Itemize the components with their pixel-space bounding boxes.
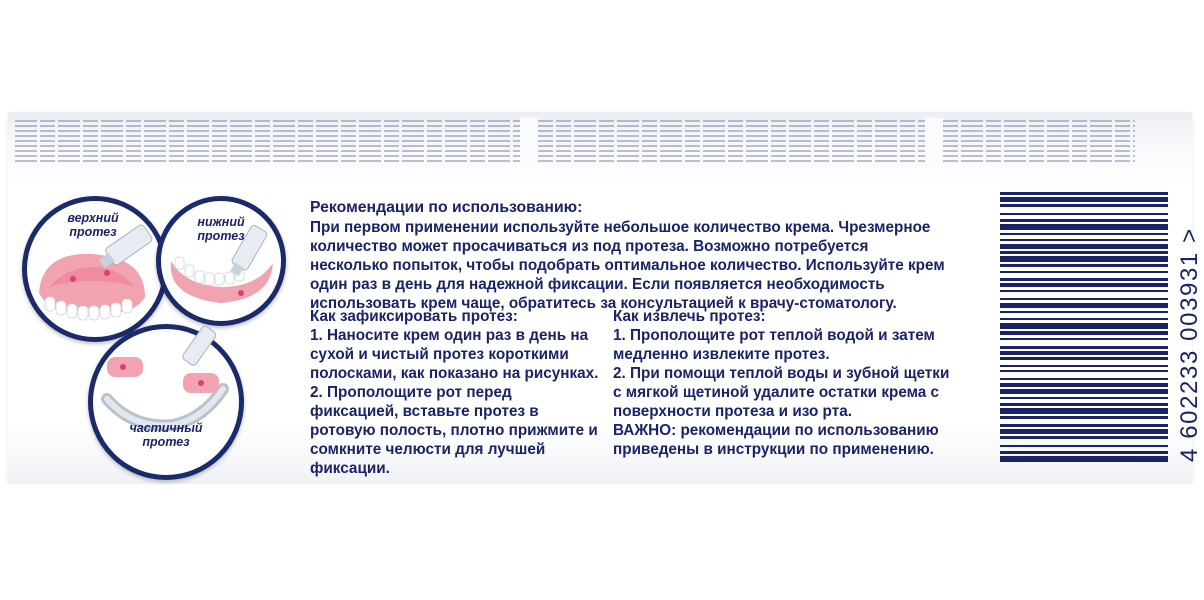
remove-heading: Как извлечь протез: <box>613 308 766 325</box>
barcode-bar <box>1000 192 1168 195</box>
barcode-bar <box>1000 408 1168 414</box>
barcode-bar <box>1000 451 1168 454</box>
barcode-bar <box>1000 403 1168 406</box>
barcode-bar <box>1000 456 1168 462</box>
barcode-bar <box>1000 424 1168 427</box>
remove-line: 1. Прополощите рот теплой водой и затем <box>613 327 935 344</box>
intro-line: один раз в день для надежной фиксации. Если появляется необходимость <box>310 276 885 293</box>
barcode-bar <box>1000 271 1168 273</box>
barcode-bar <box>1000 264 1168 267</box>
barcode-bar <box>1000 318 1168 320</box>
barcode-bar <box>1000 204 1168 207</box>
fix-line: 2. Прополощите рот перед <box>310 384 512 401</box>
fix-line: сухой и чистый протез короткими <box>310 346 569 363</box>
barcode-bar <box>1000 244 1168 249</box>
upper-denture-illustration <box>22 196 168 342</box>
remove-line: поверхности протеза и изо рта. <box>613 403 852 420</box>
barcode-bar <box>1000 378 1168 380</box>
barcode-bar <box>1000 370 1168 372</box>
barcode-bar <box>1000 389 1168 394</box>
barcode-bar <box>1000 278 1168 281</box>
barcode-bar <box>1000 338 1168 340</box>
remove-line: ВАЖНО: рекомендации по использованию <box>613 422 939 439</box>
fine-print-column-gap <box>925 118 943 166</box>
remove-line: с мягкой щетиной удалите остатки крема с <box>613 384 940 401</box>
barcode-bar <box>1000 290 1168 292</box>
lower-denture-illustration <box>156 196 286 326</box>
barcode-bar <box>1000 219 1168 222</box>
intro-line: количество может просачиваться из под протеза. Возможно потребуется <box>310 238 869 255</box>
barcode-bar <box>1000 351 1168 355</box>
barcode-bar <box>1000 239 1168 241</box>
barcode-bar <box>1000 256 1168 262</box>
fix-line: фиксации. <box>310 460 390 477</box>
barcode-bar <box>1000 251 1168 254</box>
barcode-bar <box>1000 233 1168 235</box>
barcode-bar <box>1000 429 1168 434</box>
intro-line: При первом применении используйте небольшое количество крема. Чрезмерное <box>310 219 931 236</box>
barcode-bar <box>1000 197 1168 202</box>
fix-line: 1. Наносите крем один раз в день на <box>310 327 589 344</box>
barcode-bar <box>1000 213 1168 215</box>
partial-denture-label: частичный протез <box>129 421 203 449</box>
fix-line: фиксацией, вставьте протез в <box>310 403 539 420</box>
barcode-bar <box>1000 436 1168 439</box>
remove-line: приведены в инструкции по применению. <box>613 441 934 458</box>
intro-line: несколько попыток, чтобы подобрать оптимальное количество. Используйте крем <box>310 257 945 274</box>
partial-denture-illustration <box>88 324 244 480</box>
barcode-bar <box>1000 383 1168 387</box>
remove-line: медленно извлеките протез. <box>613 346 830 363</box>
barcode-bar <box>1000 445 1168 447</box>
remove-line: 2. При помощи теплой воды и зубной щетки <box>613 365 950 382</box>
barcode-bar <box>1000 311 1168 313</box>
usage-heading: Рекомендации по использованию: <box>310 199 583 216</box>
barcode-bar <box>1000 303 1168 308</box>
barcode-bar <box>1000 365 1168 367</box>
fix-line: сомкните челюсти для лучшей <box>310 441 546 458</box>
barcode-bar <box>1000 298 1168 300</box>
barcode-number: 4 602233 003931 > <box>1176 227 1203 462</box>
barcode-bar <box>1000 416 1168 419</box>
barcode-bar <box>1000 224 1168 230</box>
barcode-bar <box>1000 357 1168 360</box>
barcode-bar <box>1000 331 1168 335</box>
fine-print-text-band <box>15 120 1135 164</box>
partial-denture-icon <box>93 329 239 475</box>
fix-line: ротовую полость, плотно прижмите и <box>310 422 598 439</box>
fine-print-column-gap <box>520 118 538 166</box>
barcode-bar <box>1000 323 1168 329</box>
fix-heading: Как зафиксировать протез: <box>310 308 518 325</box>
barcode-bar <box>1000 283 1168 287</box>
barcode-bar <box>1000 346 1168 349</box>
intro-line: использовать крем чаще, обратитесь за консультацией к врачу-стоматологу. <box>310 295 897 312</box>
fix-line: полосками, как показано на рисунках. <box>310 365 599 382</box>
barcode-digits <box>1160 190 1203 470</box>
barcode-bar <box>1000 397 1168 399</box>
barcode <box>985 190 1185 464</box>
upper-denture-label: верхний протез <box>67 211 119 239</box>
lower-denture-label: нижний протез <box>197 215 245 243</box>
